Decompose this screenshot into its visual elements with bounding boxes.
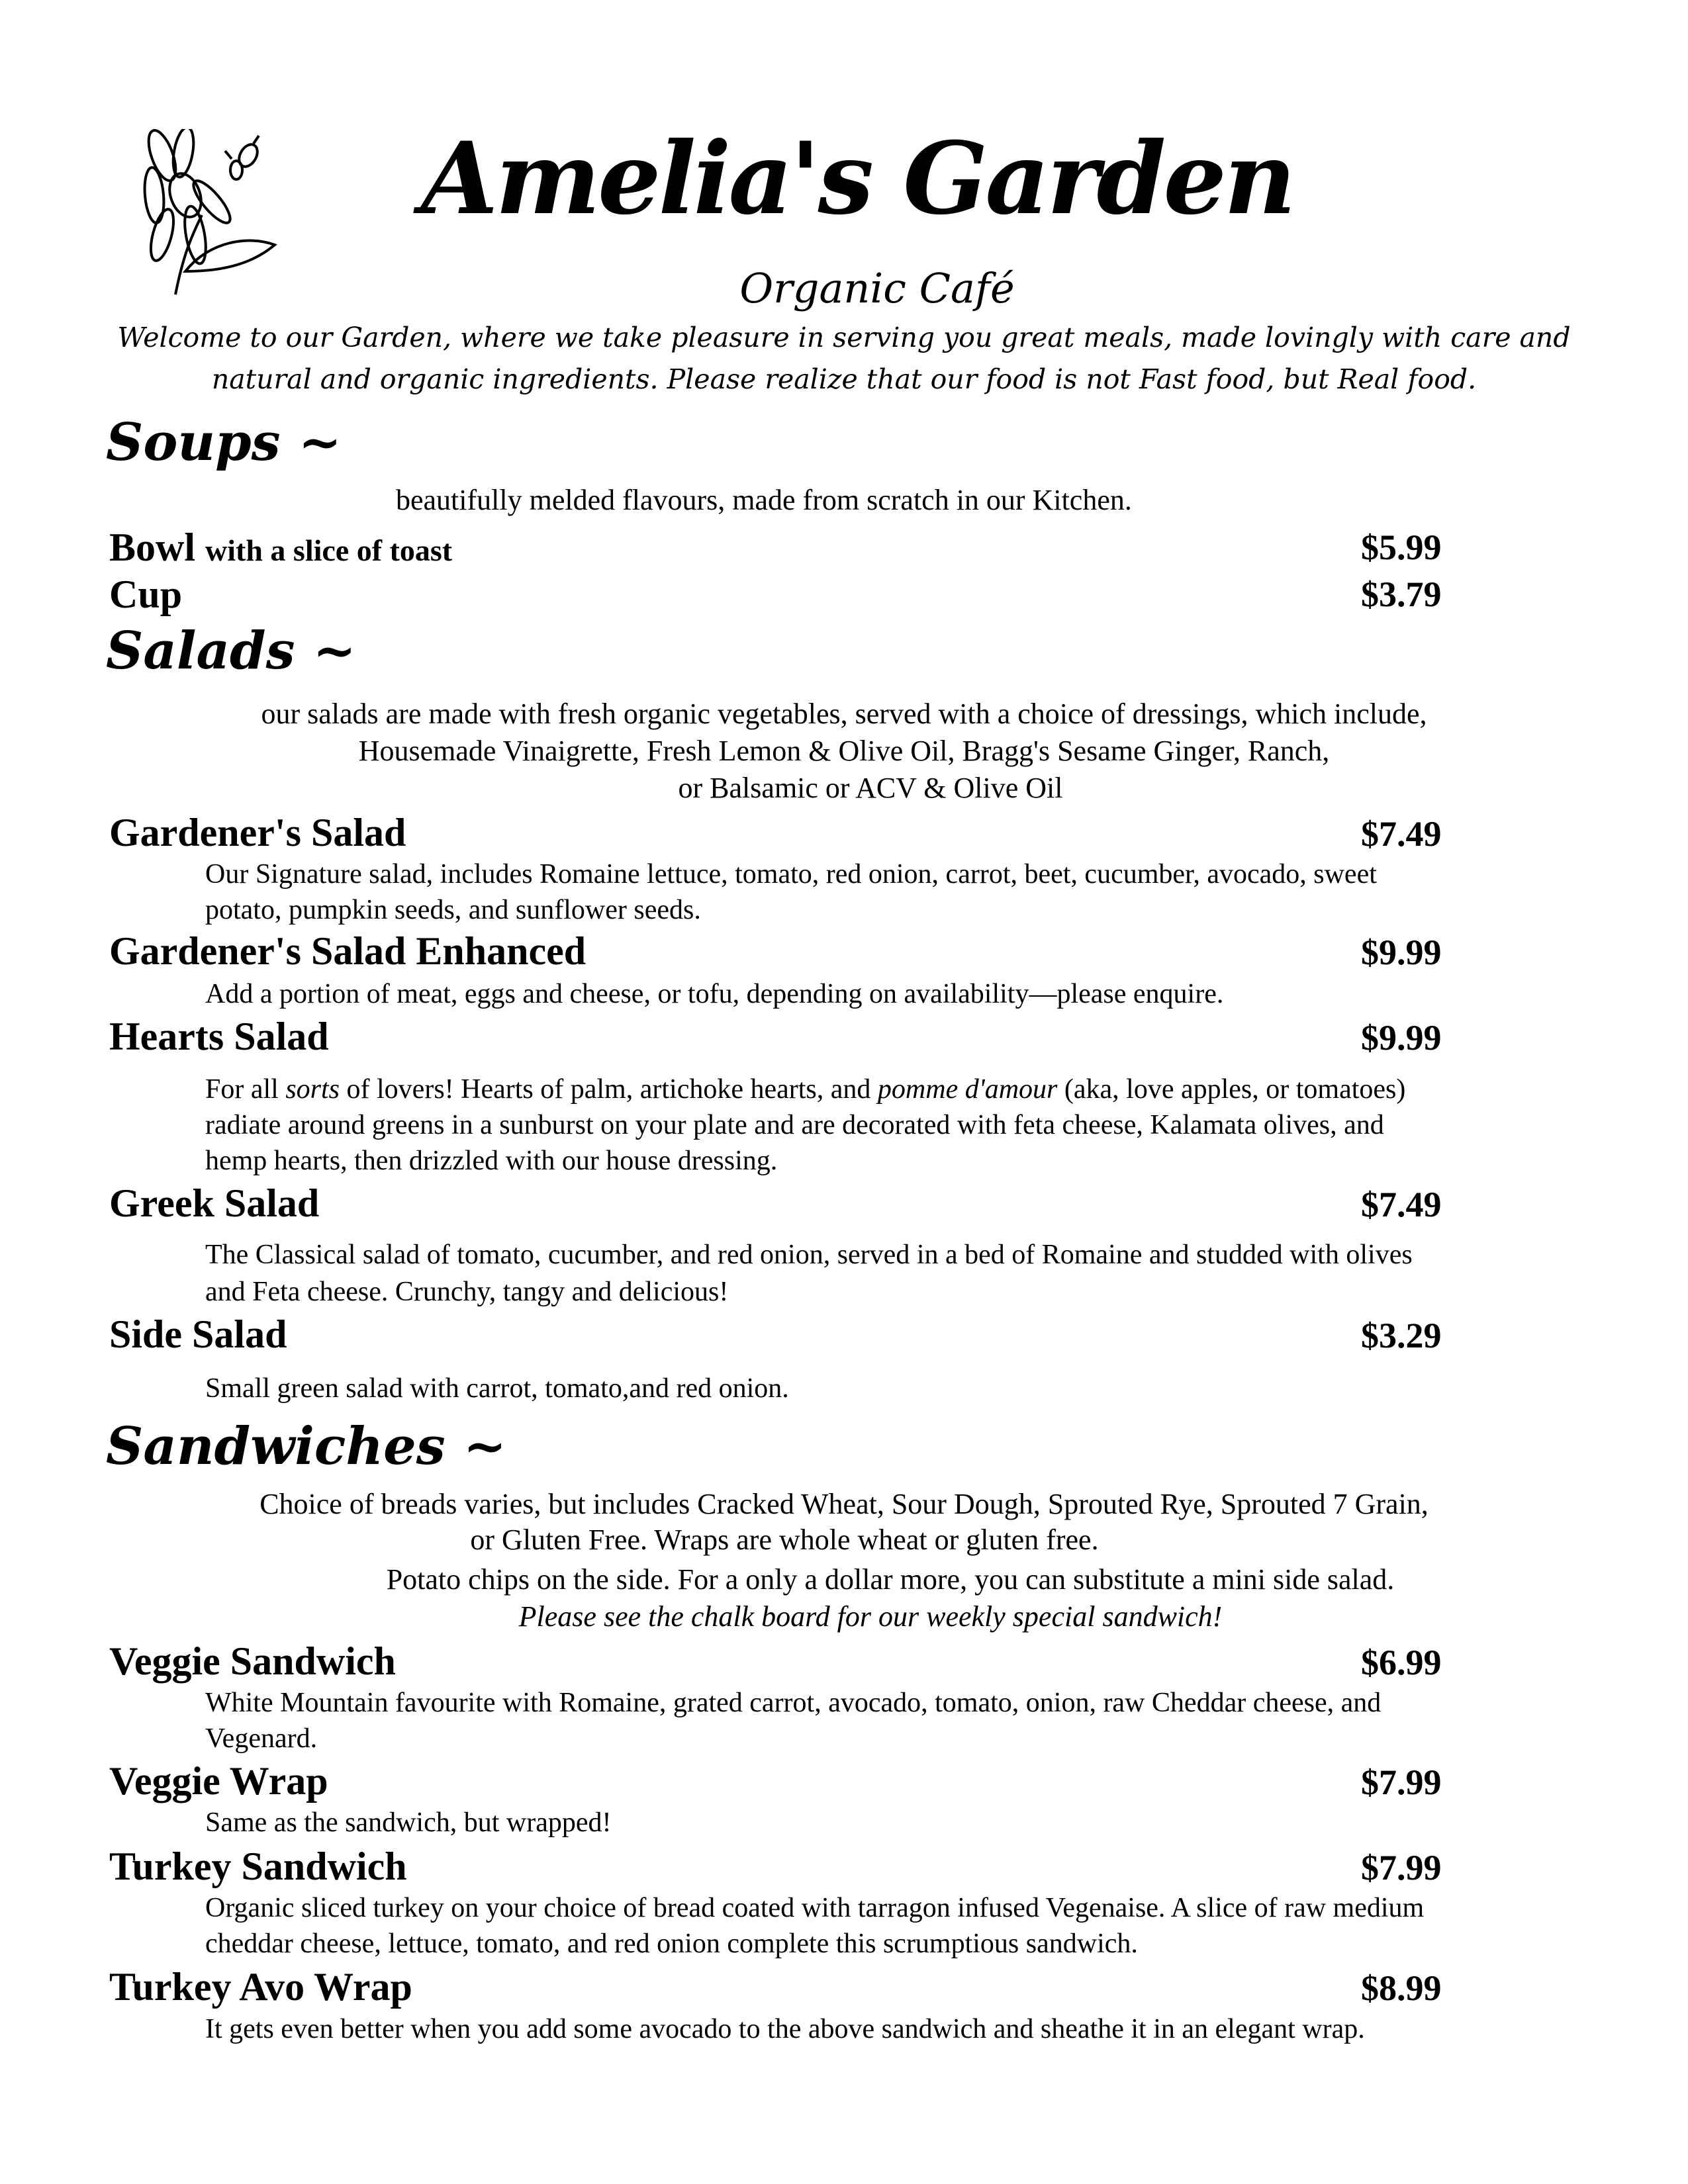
desc-text: (aka, love apples, or tomatoes) [1057,1074,1406,1105]
item-price: $8.99 [1361,1968,1442,2008]
item-description: radiate around greens in a sunburst on your plate and are decorated with feta cheese, Kalamata olives, and [205,1110,1384,1140]
menu-item-hearts-salad: Hearts Salad [109,1015,329,1058]
item-price: $3.29 [1361,1316,1442,1355]
item-price: $7.99 [1361,1762,1442,1802]
menu-item-veggie-sandwich: Veggie Sandwich [109,1639,396,1683]
restaurant-subtitle: Organic Café [739,264,1015,312]
item-description: Add a portion of meat, eggs and cheese, or tofu, depending on availability—please enquire. [205,979,1224,1009]
menu-item-bowl [109,527,452,567]
item-price: $6.99 [1361,1643,1442,1682]
item-price: $7.49 [1361,814,1442,854]
item-price: $3.79 [1361,574,1442,614]
item-note: with a slice of toast [205,533,453,567]
sandwiches-description-line: Potato chips on the side. For a only a dollar more, you can substitute a mini side salad. [386,1563,1395,1596]
item-description: Vegenard. [205,1723,318,1754]
salads-description-line: Housemade Vinaigrette, Fresh Lemon & Olive Oil, Bragg's Sesame Ginger, Ranch, [358,735,1330,767]
desc-italic: sorts [285,1074,340,1105]
item-price: $5.99 [1361,527,1442,567]
soups-description: beautifully melded flavours, made from scratch in our Kitchen. [396,484,1132,516]
welcome-line-2: natural and organic ingredients. Please realize that our food is not Fast food, but Real food. [211,363,1477,395]
weekly-special-note: Please see the chalk board for our weekly special sandwich! [518,1600,1223,1633]
menu-item-side-salad: Side Salad [109,1312,287,1356]
desc-italic: pomme d'amour [877,1074,1058,1105]
salads-description-line: our salads are made with fresh organic vegetables, served with a choice of dressings, which include, [261,698,1427,730]
item-description: Organic sliced turkey on your choice of bread coated with tarragon infused Vegenaise. A slice of raw medium [205,1893,1425,1923]
salads-description-line: or Balsamic or ACV & Olive Oil [678,772,1063,804]
menu-item-gardeners-salad-enhanced: Gardener's Salad Enhanced [109,929,586,973]
item-description: White Mountain favourite with Romaine, grated carrot, avocado, tomato, onion, raw Cheddar cheese, and [205,1688,1382,1718]
item-price: $7.49 [1361,1185,1442,1224]
menu-item-veggie-wrap: Veggie Wrap [109,1759,328,1803]
item-price: $9.99 [1361,1018,1442,1058]
item-description: Same as the sandwich, but wrapped! [205,1807,612,1838]
item-description: The Classical salad of tomato, cucumber, and red onion, served in a bed of Romaine and studded with olives [205,1240,1413,1270]
section-heading-soups: Soups ~ [106,412,342,473]
item-description: hemp hearts, then drizzled with our house dressing. [205,1146,778,1176]
item-name: Bowl [109,525,196,569]
item-description: and Feta cheese. Crunchy, tangy and delicious! [205,1277,729,1307]
item-description: It gets even better when you add some avocado to the above sandwich and sheathe it in an elegant wrap. [205,2014,1365,2044]
menu-item-turkey-sandwich: Turkey Sandwich [109,1844,407,1888]
item-price: $7.99 [1361,1848,1442,1888]
sandwiches-description-line: Choice of breads varies, but includes Cracked Wheat, Sour Dough, Sprouted Rye, Sprouted 7 Grain, [259,1488,1429,1520]
menu-item-gardeners-salad: Gardener's Salad [109,811,406,854]
restaurant-title: Amelia's Garden [421,120,1293,237]
section-heading-salads: Salads ~ [106,621,357,681]
item-description: cheddar cheese, lettuce, tomato, and red onion complete this scrumptious sandwich. [205,1929,1138,1959]
item-description [205,1075,1405,1103]
item-description: Our Signature salad, includes Romaine lettuce, tomato, red onion, carrot, beet, cucumber, avocado, sweet [205,859,1377,889]
item-price: $9.99 [1361,933,1442,972]
welcome-line-1: Welcome to our Garden, where we take pleasure in serving you great meals, made lovingly with care and [117,322,1571,353]
menu-item-cup: Cup [109,572,183,616]
section-heading-sandwiches: Sandwiches ~ [106,1416,507,1477]
desc-text: For all [205,1074,286,1105]
desc-text: of lovers! Hearts of palm, artichoke hearts, and [340,1074,878,1105]
item-description: potato, pumpkin seeds, and sunflower seeds. [205,895,701,925]
menu-item-turkey-avo-wrap: Turkey Avo Wrap [109,1965,412,2009]
item-description: Small green salad with carrot, tomato,and red onion. [205,1373,789,1404]
menu-item-greek-salad: Greek Salad [109,1181,320,1225]
sandwiches-description-line: or Gluten Free. Wraps are whole wheat or gluten free. [470,1524,1099,1556]
